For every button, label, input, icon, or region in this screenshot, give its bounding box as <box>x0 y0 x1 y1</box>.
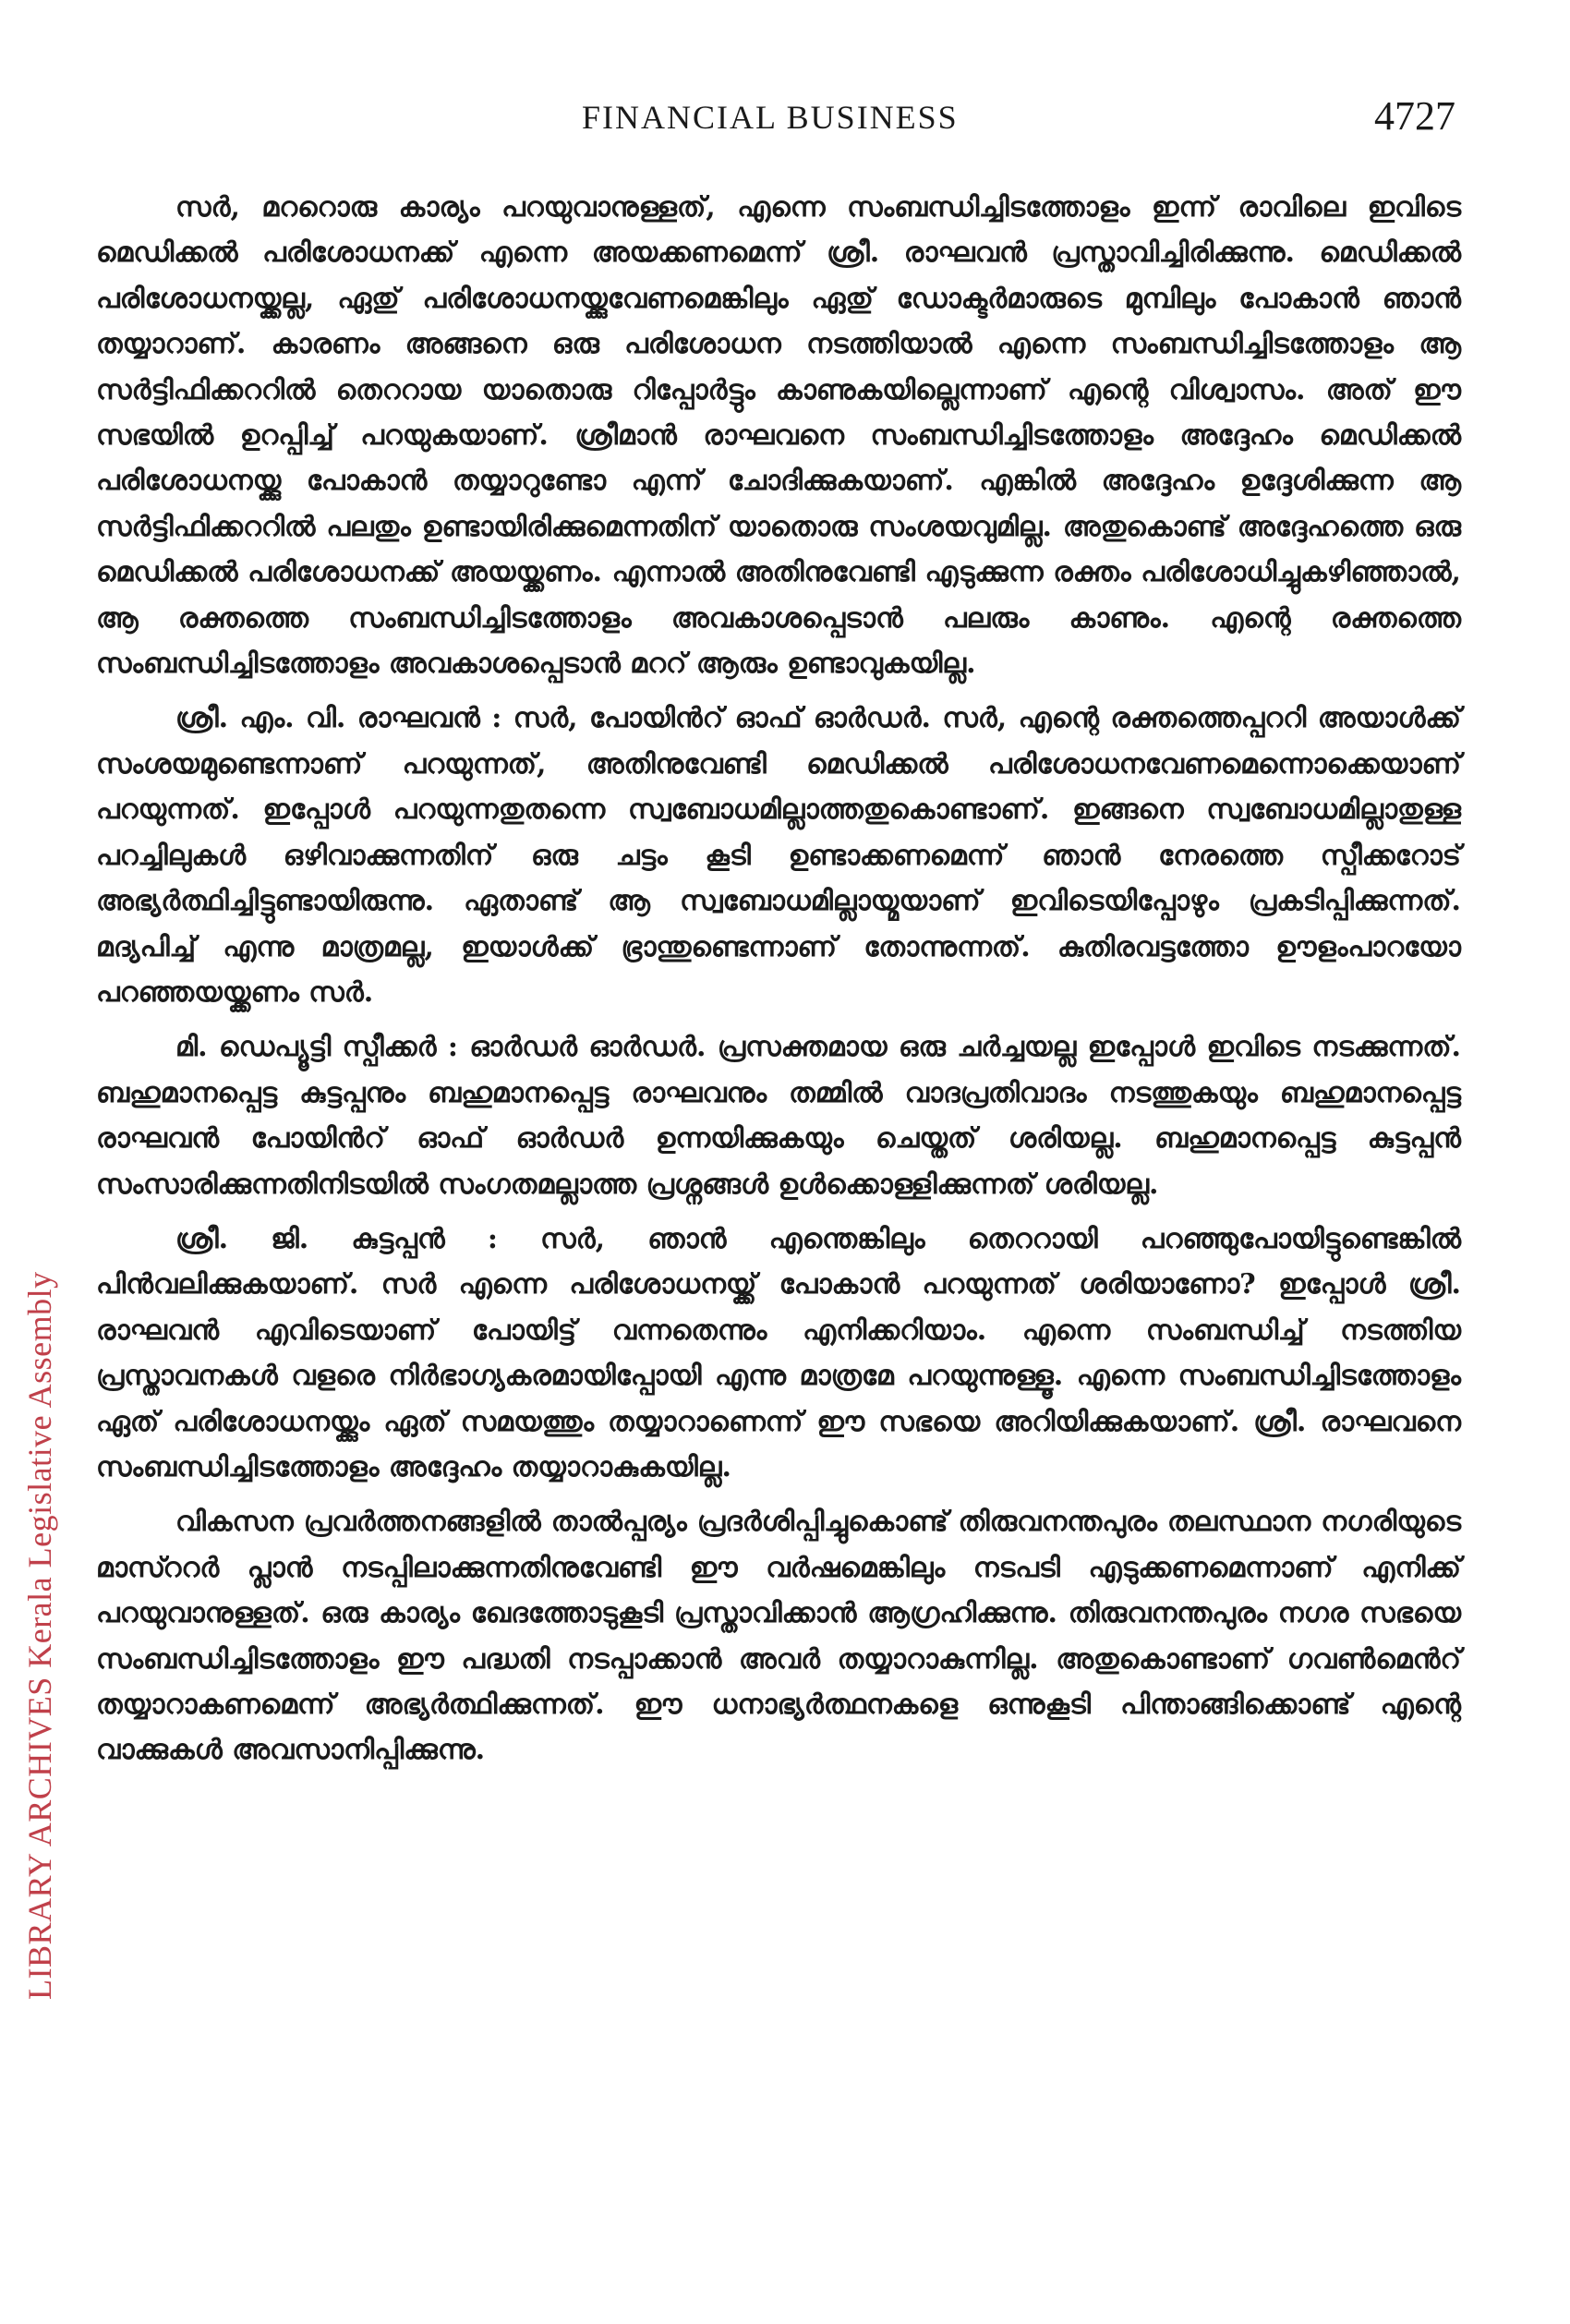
paragraph-5: വികസന പ്രവർത്തനങ്ങളിൽ താൽപ്പര്യം പ്രദർശിപ്പിച്ചുകൊണ്ട് തിരുവനന്തപുരം തലസ്ഥാന നഗരിയുടെ മാസ്ററർ പ്ലാൻ നടപ്പിലാക്കുന്നതിനുവേണ്ടി ഈ വർഷമെങ്കിലും നടപടി എടുക്കണമെന്നാണ് എനിക്ക് പറയുവാനുള്ളത്. ഒരു കാര്യം ഖേദത്തോടുകൂടി പ്രസ്താവിക്കാൻ ആഗ്രഹിക്കുന്നു. തിരുവനന്തപുരം നഗര സഭയെ സംബന്ധിച്ചിടത്തോളം ഈ പദ്ധതി നടപ്പാക്കാൻ അവർ തയ്യാറാകുന്നില്ല. അതുകൊണ്ടാണ് ഗവൺമെൻറ് തയ്യാറാകണമെന്ന് അഭ്യർത്ഥിക്കുന്നത്. ഈ ധനാഭ്യർത്ഥനകളെ ഒന്നുകൂടി പിന്താങ്ങിക്കൊണ്ട് എന്റെ വാക്കുകൾ അവസാനിപ്പിക്കുന്നു. <box>96 1506 1461 1767</box>
paragraph-3: മി. ഡെപ്യൂട്ടി സ്പീക്കർ : ഓർഡർ ഓർഡർ. പ്രസക്തമായ ഒരു ചർച്ചയല്ല ഇപ്പോൾ ഇവിടെ നടക്കുന്നത്. ബഹുമാനപ്പെട്ട കുട്ടപ്പനും ബഹുമാനപ്പെട്ട രാഘവനും തമ്മിൽ വാദപ്രതിവാദം നടത്തുകയും ബഹുമാനപ്പെട്ട രാഘവൻ പോയിൻറ് ഓഫ് ഓർഡർ ഉന്നയിക്കുകയും ചെയ്തത് ശരിയല്ല. ബഹുമാനപ്പെട്ട കുട്ടപ്പൻ സംസാരിക്കുന്നതിനിടയിൽ സംഗതമല്ലാത്ത പ്രശ്നങ്ങൾ ഉൾക്കൊള്ളിക്കുന്നത് ശരിയല്ല. <box>96 1031 1461 1201</box>
paragraph-1: സർ, മററൊരു കാര്യം പറയുവാനുള്ളത്, എന്നെ സംബന്ധിച്ചിടത്തോളം ഇന്ന് രാവിലെ ഇവിടെ മെഡിക്കൽ പരിശോധനക്ക് എന്നെ അയക്കണമെന്ന് ശ്രീ. രാഘവൻ പ്രസ്താവിച്ചിരിക്കുന്നു. മെഡിക്കൽ പരിശോധനയ്ക്കല്ല, ഏതു് പരിശോധനയ്ക്കുവേണമെങ്കിലും ഏതു് ഡോക്ടർമാരുടെ മുമ്പിലും പോകാൻ ഞാൻ തയ്യാറാണ്. കാരണം അങ്ങനെ ഒരു പരിശോധന നടത്തിയാൽ എന്നെ സംബന്ധിച്ചിടത്തോളം ആ സർട്ടിഫിക്കററിൽ തെററായ യാതൊരു റിപ്പോർട്ടും കാണുകയില്ലെന്നാണ് എന്റെ വിശ്വാസം. അത് ഈ സഭയിൽ ഉറപ്പിച്ച് പറയുകയാണ്. ശ്രീമാൻ രാഘവനെ സംബന്ധിച്ചിടത്തോളം അദ്ദേഹം മെഡിക്കൽ പരിശോധനയ്ക്കു പോകാൻ തയ്യാറുണ്ടോ എന്ന് ചോദിക്കുകയാണ്. എങ്കിൽ അദ്ദേഹം ഉദ്ദേശിക്കുന്ന ആ സർട്ടിഫിക്കററിൽ പലതും ഉണ്ടായിരിക്കുമെന്നതിന് യാതൊരു സംശയവുമില്ല. അതുകൊണ്ട് അദ്ദേഹത്തെ ഒരു മെഡിക്കൽ പരിശോധനക്ക് അയയ്ക്കണം. എന്നാൽ അതിനുവേണ്ടി എടുക്കുന്ന രക്തം പരിശോധിച്ചുകഴിഞ്ഞാൽ, ആ രക്തത്തെ സംബന്ധിച്ചിടത്തോളം അവകാശപ്പെടാൻ പലരും കാണും. എന്റെ രക്തത്തെ സംബന്ധിച്ചിടത്തോളം അവകാശപ്പെടാൻ മററ് ആരും ഉണ്ടാവുകയില്ല. <box>96 191 1461 681</box>
page-number: 4727 <box>1374 93 1455 139</box>
page-body <box>96 185 1461 1783</box>
running-head: FINANCIAL BUSINESS <box>582 99 959 136</box>
archive-watermark: LIBRARY ARCHIVES Kerala Legislative Assembly <box>21 1271 58 2000</box>
page-header <box>0 92 1570 148</box>
paragraph-2: ശ്രീ. എം. വി. രാഘവൻ : സർ, പോയിൻറ് ഓഫ് ഓർഡർ. സർ, എന്റെ രക്തത്തെപ്പററി അയാൾക്ക് സംശയമുണ്ടെന്നാണ് പറയുന്നത്, അതിനുവേണ്ടി മെഡിക്കൽ പരിശോധനവേണമെന്നൊക്കെയാണ് പറയുന്നത്. ഇപ്പോൾ പറയുന്നതുതന്നെ സ്വബോധമില്ലാത്തതുകൊണ്ടാണ്. ഇങ്ങനെ സ്വബോധമില്ലാതുള്ള പറച്ചിലുകൾ ഒഴിവാക്കുന്നതിന് ഒരു ചട്ടം കൂടി ഉണ്ടാക്കണമെന്ന് ഞാൻ നേരത്തെ സ്പീക്കറോട് അഭ്യർത്ഥിച്ചിട്ടുണ്ടായിരുന്നു. ഏതാണ്ട് ആ സ്വബോധമില്ലായ്മയാണ് ഇവിടെയിപ്പോഴും പ്രകടിപ്പിക്കുന്നത്. മദ്യപിച്ച് എന്നു മാത്രമല്ല, ഇയാൾക്ക് ഭ്രാന്തുണ്ടെന്നാണ് തോന്നുന്നത്. കുതിരവട്ടത്തോ ഊളംപാറയോ പറഞ്ഞയയ്ക്കണം സർ. <box>96 702 1461 1009</box>
paragraph-4: ശ്രീ. ജി. കുട്ടപ്പൻ : സർ, ഞാൻ എന്തെങ്കിലും തെററായി പറഞ്ഞുപോയിട്ടുണ്ടെങ്കിൽ പിൻവലിക്കുകയാണ്. സർ എന്നെ പരിശോധനയ്ക്ക് പോകാൻ പറയുന്നത് ശരിയാണോ? ഇപ്പോൾ ശ്രീ. രാഘവൻ എവിടെയാണ് പോയിട്ട് വന്നതെന്നും എനിക്കറിയാം. എന്നെ സംബന്ധിച്ച് നടത്തിയ പ്രസ്താവനകൾ വളരെ നിർഭാഗ്യകരമായിപ്പോയി എന്നു മാത്രമേ പറയുന്നുള്ളൂ. എന്നെ സംബന്ധിച്ചിടത്തോളം ഏത് പരിശോധനയ്ക്കും ഏത് സമയത്തും തയ്യാറാണെന്ന് ഈ സഭയെ അറിയിക്കുകയാണ്. ശ്രീ. രാഘവനെ സംബന്ധിച്ചിടത്തോളം അദ്ദേഹം തയ്യാറാകുകയില്ല. <box>96 1222 1461 1483</box>
